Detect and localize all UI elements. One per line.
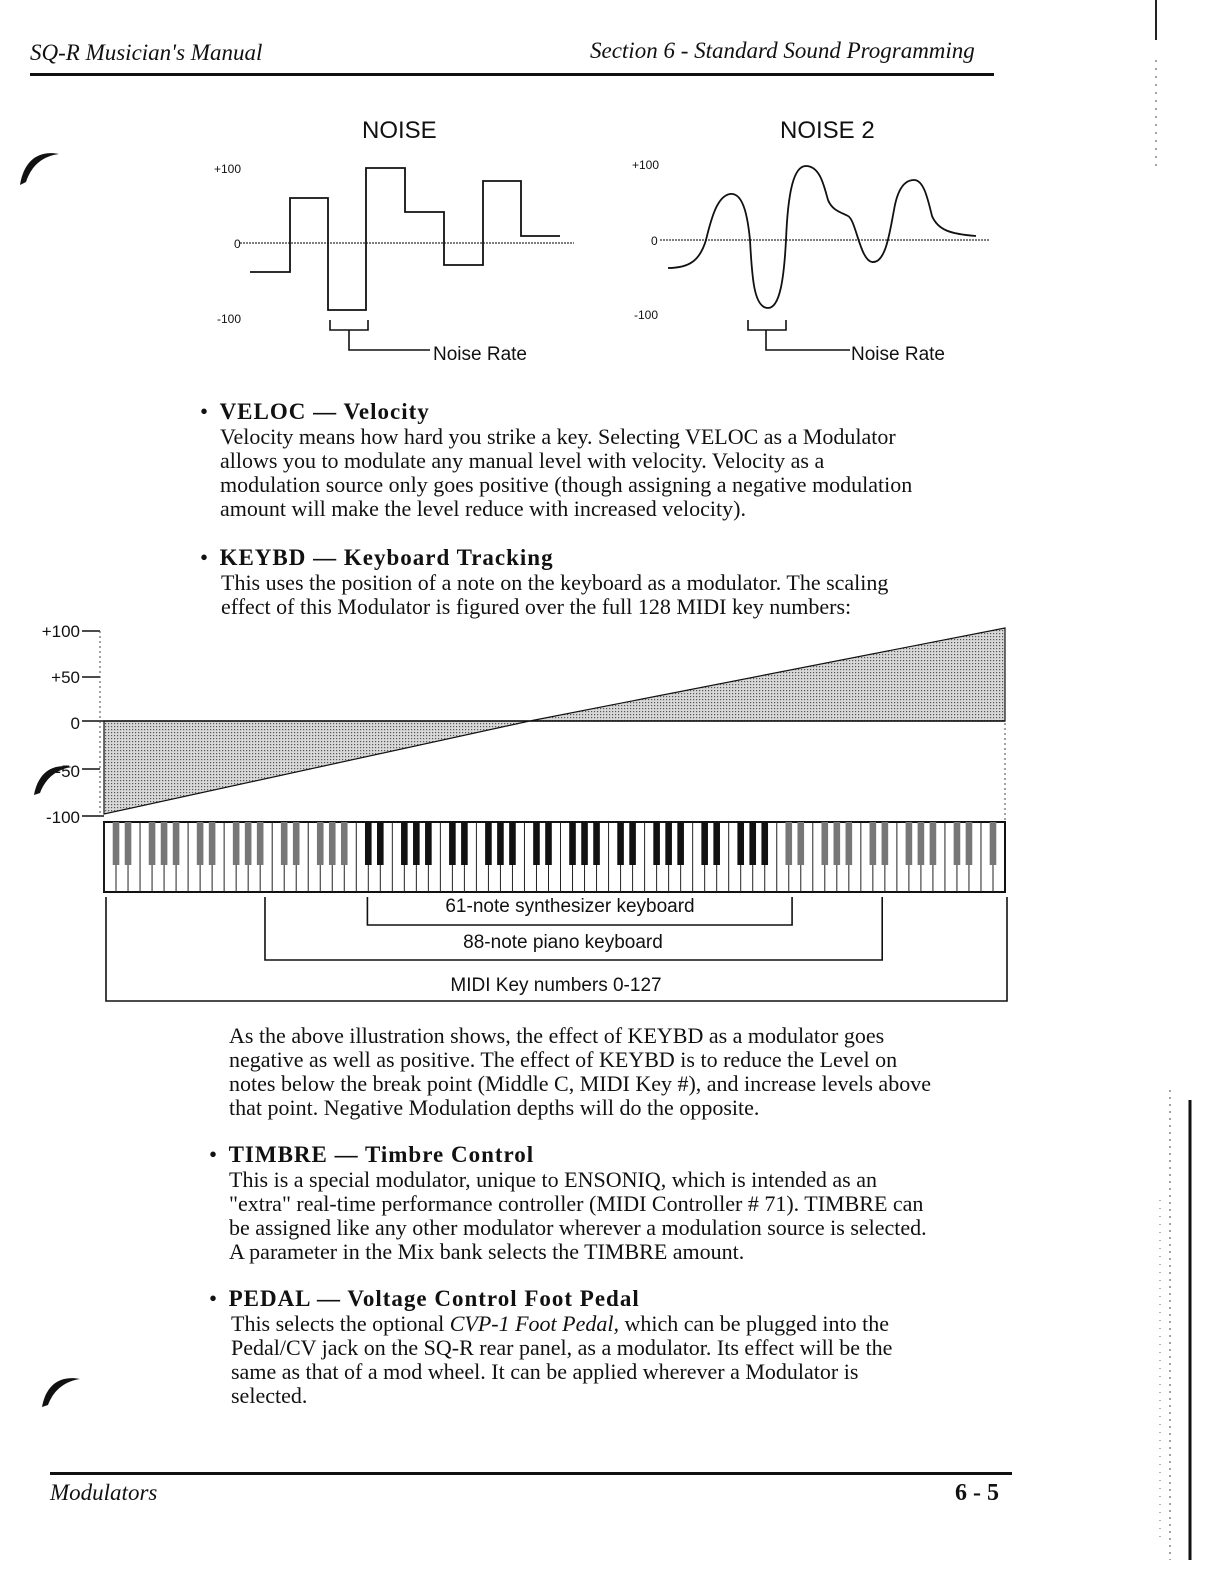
binder-hole-mark-bottom — [38, 1365, 88, 1415]
black-key — [966, 822, 973, 865]
black-key — [233, 822, 240, 865]
black-key — [665, 822, 672, 865]
black-key — [653, 822, 660, 865]
black-key — [545, 822, 552, 865]
header-manual-title: SQ-R Musician's Manual — [30, 40, 263, 65]
black-key — [281, 822, 288, 865]
header-rule — [30, 73, 994, 76]
noise-title: NOISE — [362, 117, 437, 144]
noise-zero-label: 0 — [234, 237, 241, 251]
veloc-heading: • VELOC — Velocity — [200, 399, 430, 424]
pedal-heading: • PEDAL — Voltage Control Foot Pedal — [209, 1286, 640, 1311]
black-key — [569, 822, 576, 865]
timbre-heading: • TIMBRE — Timbre Control — [209, 1142, 535, 1167]
noise-ymax-label: +100 — [214, 162, 242, 176]
black-key — [761, 822, 768, 865]
black-key — [617, 822, 624, 865]
keyboard-keys — [104, 822, 1005, 892]
binder-hole-mark-top — [14, 140, 64, 190]
black-key — [497, 822, 504, 865]
black-key — [341, 822, 348, 865]
pedal-paragraph: This selects the optional CVP-1 Foot Pedal, which can be plugged into the Pedal/CV jack on the SQ-R rear panel, as a modulator. Its effect will be the same as that of a mod wheel. It can be applied wherever a Modulator is selected. — [231, 1311, 893, 1408]
black-key — [870, 822, 877, 865]
negative-modulation-area — [104, 721, 530, 814]
noise2-ymax-label: +100 — [632, 158, 660, 172]
black-key — [317, 822, 324, 865]
black-key — [377, 822, 384, 865]
black-key — [713, 822, 720, 865]
footer-chapter: Modulators — [50, 1480, 158, 1505]
black-key — [834, 822, 841, 865]
black-key — [677, 822, 684, 865]
noise2-title: NOISE 2 — [780, 117, 875, 144]
keybd-explanation-paragraph: As the above illustration shows, the effect of KEYBD as a modulator goes negative as well as positive. The effect of KEYBD is to reduce the Level on notes below the break point (Middle C, MIDI Key #), and increase levels above that point. Negative Modulation depths will do the opposite. — [229, 1023, 931, 1120]
black-key — [990, 822, 997, 865]
black-key — [785, 822, 792, 865]
black-key — [461, 822, 468, 865]
black-key — [701, 822, 708, 865]
black-key — [257, 822, 264, 865]
black-key — [329, 822, 336, 865]
noise2-waveform — [660, 160, 1000, 360]
footer-page-number: 6 - 5 — [955, 1480, 999, 1506]
black-key — [906, 822, 913, 865]
black-key — [245, 822, 252, 865]
y-tick-label-minus100: -100 — [45, 808, 80, 827]
black-key — [125, 822, 132, 865]
noise-rate-label: Noise Rate — [433, 344, 527, 365]
noise2-zero-label: 0 — [651, 234, 658, 248]
black-key — [797, 822, 804, 865]
black-key — [449, 822, 456, 865]
black-key — [821, 822, 828, 865]
black-key — [930, 822, 937, 865]
veloc-paragraph: Velocity means how hard you strike a key. Selecting VELOC as a Modulator allows you to modulate any manual level with velocity. Velocity as a modulation source only goes positive (though assigning a negative modulation amount will make the level reduce with increased velocity). — [220, 424, 913, 521]
range-label-88-note: 88-note piano keyboard — [463, 932, 663, 953]
black-key — [846, 822, 853, 865]
black-key — [749, 822, 756, 865]
y-tick-label-minus50: -50 — [55, 762, 80, 781]
black-key — [293, 822, 300, 865]
y-tick-label-plus50: +50 — [51, 668, 80, 687]
black-key — [485, 822, 492, 865]
keyboard-tracking-chart — [0, 600, 1224, 1020]
black-key — [209, 822, 216, 865]
black-key — [401, 822, 408, 865]
noise-ymin-label: -100 — [217, 312, 242, 326]
noise-waveform — [240, 160, 580, 360]
positive-modulation-area — [530, 628, 1005, 721]
black-key — [918, 822, 925, 865]
range-label-61-note: 61-note synthesizer keyboard — [445, 896, 695, 917]
keybd-heading: • KEYBD — Keyboard Tracking — [200, 545, 554, 570]
black-key — [113, 822, 120, 865]
y-tick-label-plus100: +100 — [41, 622, 80, 641]
black-key — [882, 822, 889, 865]
noise2-rate-label: Noise Rate — [851, 344, 945, 365]
black-key — [149, 822, 156, 865]
black-key — [197, 822, 204, 865]
black-key — [173, 822, 180, 865]
noise2-ymin-label: -100 — [634, 308, 659, 322]
black-key — [161, 822, 168, 865]
y-tick-label-zero: 0 — [70, 714, 80, 733]
range-label-midi-keys: MIDI Key numbers 0-127 — [450, 975, 662, 996]
header-section-title: Section 6 - Standard Sound Programming — [590, 38, 975, 63]
black-key — [954, 822, 961, 865]
black-key — [533, 822, 540, 865]
black-key — [425, 822, 432, 865]
black-key — [737, 822, 744, 865]
black-key — [593, 822, 600, 865]
black-key — [581, 822, 588, 865]
black-key — [629, 822, 636, 865]
footer-rule — [50, 1472, 1012, 1475]
black-key — [509, 822, 516, 865]
black-key — [413, 822, 420, 865]
timbre-paragraph: This is a special modulator, unique to ENSONIQ, which is intended as an "extra" real-time performance controller (MIDI Controller # 71). TIMBRE can be assigned like any other modulator wherever a modulation source is selected. A parameter in the Mix bank selects the TIMBRE amount. — [229, 1167, 927, 1264]
black-key — [365, 822, 372, 865]
keybd-paragraph: This uses the position of a note on the keyboard as a modulator. The scaling effect of this Modulator is figured over the full 128 MIDI key numbers: — [221, 570, 889, 619]
